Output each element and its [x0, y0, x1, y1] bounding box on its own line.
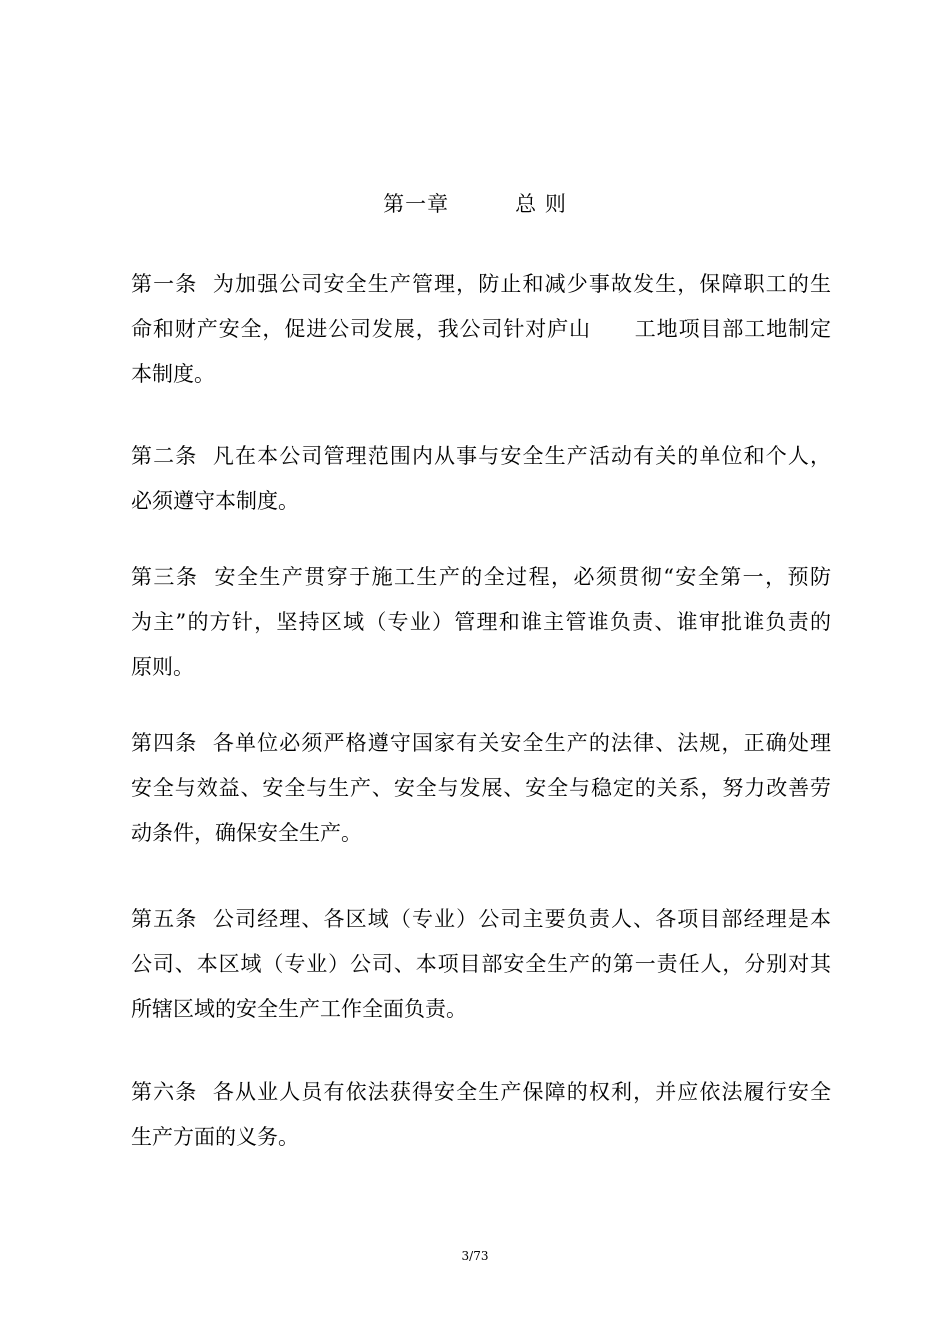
article-line: 第三条 安全生产贯穿于施工生产的全过程，必须贯彻“安全第一，预防 — [131, 565, 831, 589]
article-line: 安全与效益、安全与生产、安全与发展、安全与稳定的关系，努力改善劳 — [131, 776, 831, 800]
article-1 — [131, 262, 831, 397]
article-5 — [131, 897, 831, 1032]
article-line: 原则。 — [131, 655, 194, 679]
article-line: 第六条 各从业人员有依法获得安全生产保障的权利，并应依法履行安全 — [131, 1080, 831, 1104]
article-line: 第四条 各单位必须严格遵守国家有关安全生产的法律、法规，正确处理 — [131, 731, 831, 755]
article-line: 本制度。 — [131, 362, 215, 386]
article-line: 第五条 公司经理、各区域（专业）公司主要负责人、各项目部经理是本 — [131, 907, 831, 931]
page-number: 3/73 — [461, 1249, 489, 1263]
chapter-title: 第一章 总 则 — [383, 192, 567, 216]
article-line: 动条件，确保安全生产。 — [131, 821, 362, 845]
article-line: 第二条 凡在本公司管理范围内从事与安全生产活动有关的单位和个人， — [131, 444, 831, 468]
article-line: 所辖区域的安全生产工作全面负责。 — [131, 997, 467, 1021]
article-line: 第一条 为加强公司安全生产管理，防止和减少事故发生，保障职工的生 — [131, 272, 831, 296]
article-2 — [131, 434, 831, 524]
article-line: 生产方面的义务。 — [131, 1125, 299, 1149]
article-line: 公司、本区域（专业）公司、本项目部安全生产的第一责任人，分别对其 — [131, 952, 831, 976]
article-4 — [131, 721, 831, 856]
article-line: 为主”的方针，坚持区域（专业）管理和谁主管谁负责、谁审批谁负责的 — [131, 610, 831, 634]
article-3 — [131, 555, 831, 690]
article-6 — [131, 1070, 831, 1160]
article-line: 命和财产安全，促进公司发展，我公司针对庐山 工地项目部工地制定 — [131, 317, 831, 341]
article-line: 必须遵守本制度。 — [131, 489, 299, 513]
